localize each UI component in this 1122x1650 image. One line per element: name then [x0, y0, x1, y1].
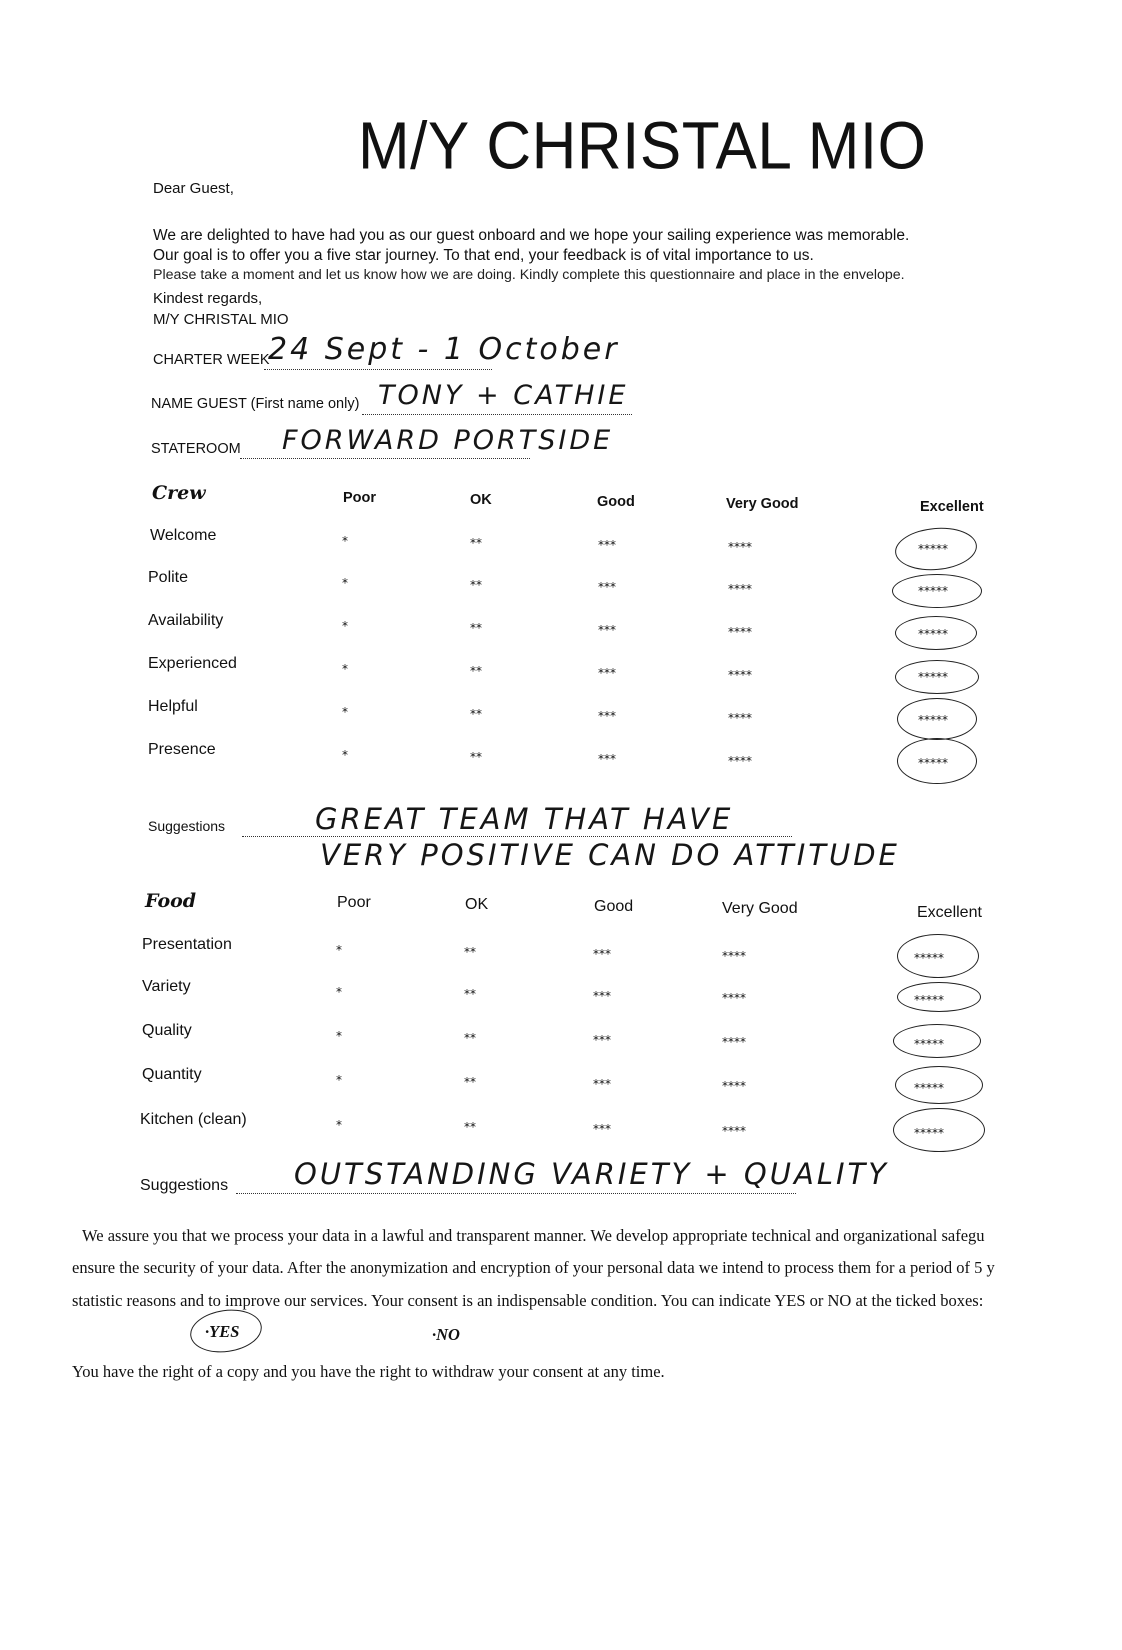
- intro-line-1: We are delighted to have had you as our guest onboard and we hope your sailing experience was memorable.: [153, 227, 910, 244]
- star-option-poor[interactable]: *: [342, 705, 348, 719]
- stateroom-line: [240, 458, 530, 459]
- star-option-good[interactable]: ***: [593, 947, 611, 961]
- star-option-ok[interactable]: **: [464, 987, 476, 1001]
- star-option-good[interactable]: ***: [598, 538, 616, 552]
- star-option-good[interactable]: ***: [598, 709, 616, 723]
- food-col-very-good: Very Good: [722, 900, 798, 917]
- star-option-good[interactable]: ***: [593, 1122, 611, 1136]
- crew-suggestions-line: [242, 836, 792, 837]
- crew-col-very-good: Very Good: [726, 496, 799, 512]
- legal-line-1: We assure you that we process your data in a lawful and transparent manner. We develop appropriate technical and organizational safegu: [82, 1226, 985, 1245]
- star-option-very-good[interactable]: ****: [722, 949, 746, 963]
- star-option-very-good[interactable]: ****: [728, 668, 752, 682]
- star-option-excellent[interactable]: *****: [914, 1037, 944, 1051]
- regards: Kindest regards,: [153, 290, 263, 307]
- star-option-ok[interactable]: **: [470, 664, 482, 678]
- star-option-good[interactable]: ***: [593, 1077, 611, 1091]
- crew-col-poor: Poor: [343, 490, 377, 506]
- selection-circle: [895, 660, 979, 694]
- consent-yes-circle: [187, 1305, 264, 1357]
- crew-suggestions-line-1[interactable]: GREAT TEAM THAT HAVE: [315, 802, 734, 836]
- star-option-excellent[interactable]: *****: [914, 1126, 944, 1140]
- consent-no-option[interactable]: ·NO: [432, 1325, 460, 1344]
- crew-col-ok: OK: [470, 492, 492, 508]
- stateroom-value[interactable]: FORWARD PORTSIDE: [282, 425, 614, 456]
- food-row-label: Quantity: [142, 1066, 202, 1083]
- star-option-poor[interactable]: *: [336, 1029, 342, 1043]
- crew-suggestions-label: Suggestions: [148, 818, 226, 834]
- star-option-excellent[interactable]: *****: [918, 584, 948, 598]
- crew-row-label: Helpful: [148, 698, 198, 715]
- star-option-very-good[interactable]: ****: [722, 1079, 746, 1093]
- selection-circle: [893, 1108, 985, 1152]
- crew-row-label: Availability: [148, 612, 224, 629]
- star-option-poor[interactable]: *: [336, 1118, 342, 1132]
- consent-yes-option[interactable]: ·YES: [205, 1322, 240, 1341]
- selection-circle: [895, 616, 977, 650]
- star-option-ok[interactable]: **: [464, 1120, 476, 1134]
- star-option-excellent[interactable]: *****: [918, 756, 948, 770]
- food-col-poor: Poor: [337, 894, 371, 911]
- legal-line-2: ensure the security of your data. After the anonymization and encryption of your personal data we intend to process them for a period of 5 y: [72, 1258, 995, 1277]
- star-option-ok[interactable]: **: [470, 707, 482, 721]
- greeting: Dear Guest,: [153, 180, 234, 197]
- selection-circle: [893, 1024, 981, 1058]
- star-option-poor[interactable]: *: [342, 619, 348, 633]
- food-col-excellent: Excellent: [917, 904, 982, 921]
- star-option-very-good[interactable]: ****: [728, 582, 752, 596]
- intro-line-3: Please take a moment and let us know how we are doing. Kindly complete this questionnaire and place in the envelope.: [153, 267, 905, 283]
- food-row-label: Variety: [142, 978, 191, 995]
- crew-row-label: Presence: [148, 741, 216, 758]
- star-option-poor[interactable]: *: [342, 534, 348, 548]
- name-guest-value[interactable]: TONY + CATHIE: [378, 380, 629, 411]
- selection-circle: [897, 738, 977, 784]
- star-option-poor[interactable]: *: [336, 943, 342, 957]
- star-option-excellent[interactable]: *****: [918, 670, 948, 684]
- crew-suggestions-line-2[interactable]: VERY POSITIVE CAN DO ATTITUDE: [320, 838, 900, 872]
- star-option-very-good[interactable]: ****: [722, 991, 746, 1005]
- food-suggestions-line-1[interactable]: OUTSTANDING VARIETY + QUALITY: [294, 1157, 889, 1191]
- star-option-very-good[interactable]: ****: [728, 625, 752, 639]
- star-option-excellent[interactable]: *****: [918, 713, 948, 727]
- crew-row-label: Welcome: [150, 527, 217, 544]
- star-option-ok[interactable]: **: [470, 750, 482, 764]
- star-option-poor[interactable]: *: [342, 576, 348, 590]
- star-option-ok[interactable]: **: [470, 578, 482, 592]
- food-suggestions-label: Suggestions: [140, 1177, 229, 1194]
- legal-line-4: You have the right of a copy and you have the right to withdraw your consent at any time.: [72, 1362, 665, 1381]
- star-option-ok[interactable]: **: [464, 945, 476, 959]
- food-row-label: Kitchen (clean): [140, 1111, 247, 1128]
- star-option-ok[interactable]: **: [470, 621, 482, 635]
- crew-row-label: Polite: [148, 569, 189, 586]
- intro-line-2: Our goal is to offer you a five star journey. To that end, your feedback is of vital importance to us.: [153, 247, 814, 264]
- crew-col-good: Good: [597, 494, 635, 510]
- selection-circle: [892, 574, 982, 608]
- legal-line-3: statistic reasons and to improve our services. Your consent is an indispensable condition. You can indicate YES or NO at the ticked boxes:: [72, 1291, 984, 1310]
- star-option-good[interactable]: ***: [598, 752, 616, 766]
- selection-circle: [897, 934, 979, 978]
- star-option-good[interactable]: ***: [598, 623, 616, 637]
- star-option-ok[interactable]: **: [464, 1031, 476, 1045]
- name-guest-line: [362, 414, 632, 415]
- food-suggestions-line: [236, 1193, 796, 1194]
- star-option-poor[interactable]: *: [342, 662, 348, 676]
- crew-heading: Crew: [152, 482, 206, 504]
- crew-row-label: Experienced: [148, 655, 237, 672]
- star-option-good[interactable]: ***: [598, 666, 616, 680]
- star-option-poor[interactable]: *: [336, 985, 342, 999]
- star-option-ok[interactable]: **: [470, 536, 482, 550]
- food-row-label: Presentation: [142, 936, 232, 953]
- stateroom-label: STATEROOM: [151, 441, 241, 457]
- star-option-very-good[interactable]: ****: [728, 754, 752, 768]
- star-option-good[interactable]: ***: [598, 580, 616, 594]
- charter-week-label: CHARTER WEEK: [153, 352, 270, 368]
- star-option-very-good[interactable]: ****: [728, 540, 752, 554]
- star-option-poor[interactable]: *: [336, 1073, 342, 1087]
- star-option-good[interactable]: ***: [593, 1033, 611, 1047]
- star-option-excellent[interactable]: *****: [914, 951, 944, 965]
- name-guest-label: NAME GUEST (First name only): [151, 396, 360, 412]
- charter-week-value[interactable]: 24 Sept - 1 October: [268, 332, 620, 367]
- food-heading: Food: [145, 890, 197, 912]
- star-option-very-good[interactable]: ****: [722, 1124, 746, 1138]
- selection-circle: [893, 525, 978, 574]
- star-option-good[interactable]: ***: [593, 989, 611, 1003]
- crew-col-excellent: Excellent: [920, 499, 984, 515]
- star-option-excellent[interactable]: *****: [914, 993, 944, 1007]
- signature: M/Y CHRISTAL MIO: [153, 311, 289, 328]
- selection-circle: [897, 698, 977, 740]
- food-col-good: Good: [594, 898, 634, 915]
- star-option-very-good[interactable]: ****: [728, 711, 752, 725]
- star-option-poor[interactable]: *: [342, 748, 348, 762]
- food-row-label: Quality: [142, 1022, 192, 1039]
- food-col-ok: OK: [465, 896, 489, 913]
- charter-week-line: [264, 369, 492, 370]
- star-option-very-good[interactable]: ****: [722, 1035, 746, 1049]
- star-option-ok[interactable]: **: [464, 1075, 476, 1089]
- star-option-excellent[interactable]: *****: [918, 542, 948, 556]
- document-title: M/Y CHRISTAL MIO: [358, 109, 927, 184]
- selection-circle: [895, 1066, 983, 1104]
- star-option-excellent[interactable]: *****: [914, 1081, 944, 1095]
- selection-circle: [897, 982, 981, 1012]
- star-option-excellent[interactable]: *****: [918, 627, 948, 641]
